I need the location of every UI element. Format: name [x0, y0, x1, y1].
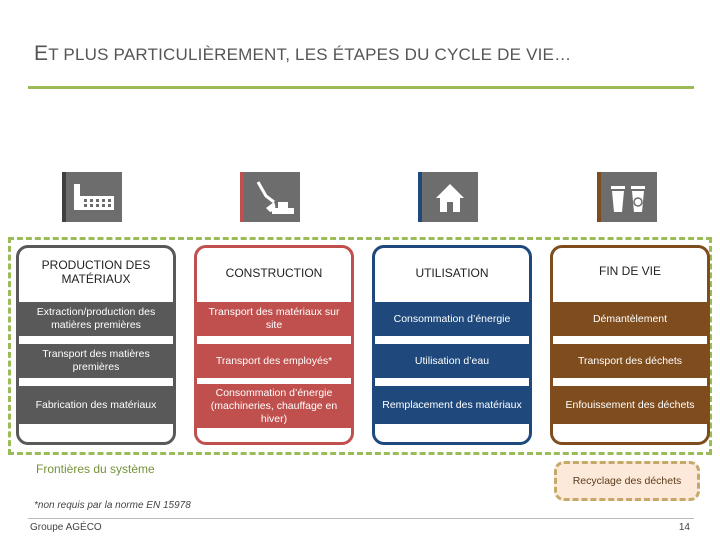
- column-construction: [194, 245, 354, 445]
- stage-item: Transport des matières premières: [17, 344, 175, 378]
- system-boundary-label: Frontières du système: [36, 462, 155, 476]
- page-number: 14: [678, 522, 690, 533]
- stage-item: Enfouissement des déchets: [551, 386, 709, 424]
- stage-item: Consommation d’énergie (machineries, chauffage en hiver): [195, 384, 353, 428]
- stage-item: Consommation d’énergie: [373, 302, 531, 336]
- footer-organization: Groupe AGÉCO: [30, 522, 102, 533]
- footnote: *non requis par la norme EN 15978: [34, 500, 191, 511]
- title-divider: [28, 86, 694, 89]
- column-header-utilisation: UTILISATION: [415, 266, 489, 280]
- column-header-production: PRODUCTION DES MATÉRIAUX: [41, 258, 151, 286]
- stage-item: Transport des matériaux sur site: [195, 302, 353, 336]
- stage-item: Extraction/production des matières premières: [17, 302, 175, 336]
- recycling-box: Recyclage des déchets: [554, 461, 700, 501]
- house-icon: [418, 172, 478, 222]
- page-title: ET PLUS PARTICULIÈREMENT, LES ÉTAPES DU CYCLE DE VIE…: [34, 42, 572, 65]
- stage-item: Transport des employés*: [195, 344, 353, 378]
- column-header-construction: CONSTRUCTION: [225, 266, 323, 280]
- stage-item: Transport des déchets: [551, 344, 709, 378]
- excavator-icon: [240, 172, 300, 222]
- stage-item: Démantèlement: [551, 302, 709, 336]
- stage-item: Fabrication des matériaux: [17, 386, 175, 424]
- stage-item: Utilisation d’eau: [373, 344, 531, 378]
- column-utilisation: [372, 245, 532, 445]
- column-fin-de-vie: [550, 245, 710, 445]
- column-production: [16, 245, 176, 445]
- footer-divider: [28, 518, 694, 519]
- stage-item: Remplacement des matériaux: [373, 386, 531, 424]
- trash-recycle-icon: [597, 172, 657, 222]
- factory-icon: [62, 172, 122, 222]
- column-header-fin-de-vie: FIN DE VIE: [598, 264, 661, 278]
